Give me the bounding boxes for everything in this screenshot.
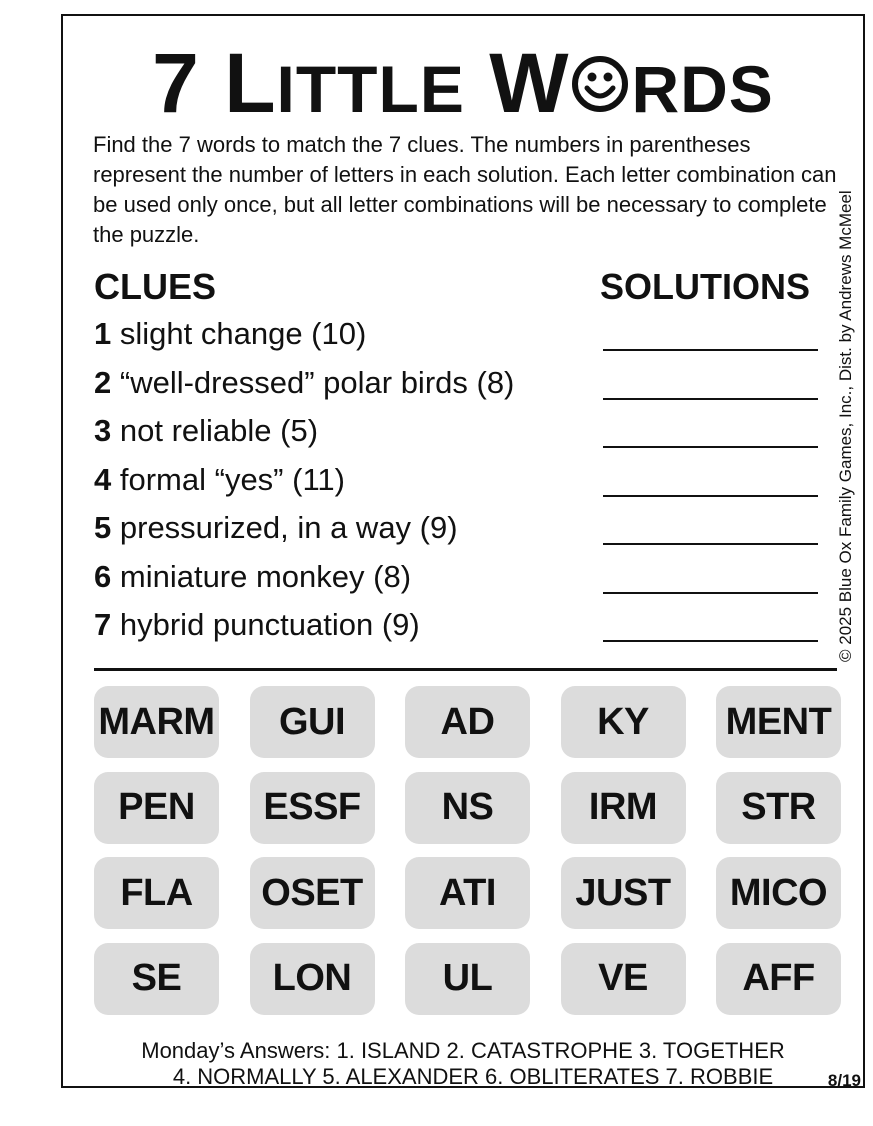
- puzzle-frame: [61, 14, 865, 1088]
- clue-number: 3: [94, 413, 112, 448]
- clue-text: slight change (10): [119, 316, 367, 351]
- clue-item: [94, 557, 411, 597]
- letter-tile[interactable]: FLA: [94, 857, 219, 929]
- title-letters: RDS: [631, 52, 774, 126]
- letter-tile[interactable]: NS: [405, 772, 530, 844]
- title-letter: W: [489, 36, 570, 130]
- clue-text: “well-dressed” polar birds (8): [119, 364, 515, 400]
- puzzle-title: [63, 38, 863, 134]
- letter-tile[interactable]: JUST: [561, 857, 686, 929]
- clue-number: 7: [94, 607, 112, 642]
- letter-tile[interactable]: SE: [94, 943, 219, 1015]
- clue-item: [94, 508, 458, 548]
- letter-tile[interactable]: GUI: [250, 686, 375, 758]
- letter-tile[interactable]: MENT: [716, 686, 841, 758]
- clue-number: 6: [94, 558, 112, 594]
- solution-blank[interactable]: [603, 543, 818, 545]
- letter-tile[interactable]: OSET: [250, 857, 375, 929]
- letter-tile[interactable]: ESSF: [250, 772, 375, 844]
- title-letters: ITTLE: [276, 52, 465, 126]
- clues-header: CLUES: [94, 266, 217, 307]
- title-number: 7: [152, 36, 200, 130]
- letter-tile[interactable]: ATI: [405, 857, 530, 929]
- letter-tile[interactable]: MICO: [716, 857, 841, 929]
- letter-tile[interactable]: VE: [561, 943, 686, 1015]
- clue-item: [94, 363, 514, 403]
- clue-text: not reliable (5): [119, 413, 319, 448]
- solution-blank[interactable]: [603, 592, 818, 594]
- letter-tile[interactable]: AFF: [716, 943, 841, 1015]
- puzzle-date: 8/19: [827, 1071, 861, 1090]
- letter-tile[interactable]: IRM: [561, 772, 686, 844]
- letter-tile[interactable]: AD: [405, 686, 530, 758]
- answers-line-1: Monday’s Answers: 1. ISLAND 2. CATASTROPHE 3. TOGETHER: [141, 1038, 785, 1063]
- solutions-header: SOLUTIONS: [600, 266, 811, 307]
- letter-tile[interactable]: KY: [561, 686, 686, 758]
- divider: [94, 668, 837, 671]
- previous-answers: [63, 1038, 863, 1090]
- clue-text: formal “yes” (11): [119, 461, 345, 497]
- letter-tile[interactable]: UL: [405, 943, 530, 1015]
- title-letter: L: [224, 36, 277, 130]
- solution-blank[interactable]: [603, 349, 818, 351]
- clue-text: miniature monkey (8): [119, 558, 412, 594]
- letter-tile[interactable]: MARM: [94, 686, 219, 758]
- letter-tile[interactable]: PEN: [94, 772, 219, 844]
- smiley-icon: [570, 54, 630, 114]
- letter-tile[interactable]: STR: [716, 772, 841, 844]
- clue-text: hybrid punctuation (9): [119, 607, 420, 642]
- solution-blank[interactable]: [603, 446, 818, 448]
- clue-item: [94, 605, 420, 645]
- clue-text: pressurized, in a way (9): [119, 510, 458, 545]
- instructions: Find the 7 words to match the 7 clues. The numbers in parentheses represent the number of letters in each solution. Each letter combination can be used only once, but all letter combinations will be necessary to complete the puzzle.: [93, 132, 837, 247]
- solution-blank[interactable]: [603, 398, 818, 400]
- answers-line-2: 4. NORMALLY 5. ALEXANDER 6. OBLITERATES 7. ROBBIE: [172, 1064, 774, 1089]
- clue-item: [94, 460, 345, 500]
- letter-tile[interactable]: LON: [250, 943, 375, 1015]
- clue-number: 2: [94, 364, 112, 400]
- solution-blank[interactable]: [603, 495, 818, 497]
- clue-number: 1: [94, 316, 112, 351]
- clue-item: [94, 314, 366, 354]
- clue-number: 5: [94, 510, 112, 545]
- clue-number: 4: [94, 461, 112, 497]
- solution-blank[interactable]: [603, 640, 818, 642]
- copyright-notice: © 2025 Blue Ox Family Games, Inc., Dist. by Andrews McMeel: [836, 190, 855, 662]
- clue-item: [94, 411, 318, 451]
